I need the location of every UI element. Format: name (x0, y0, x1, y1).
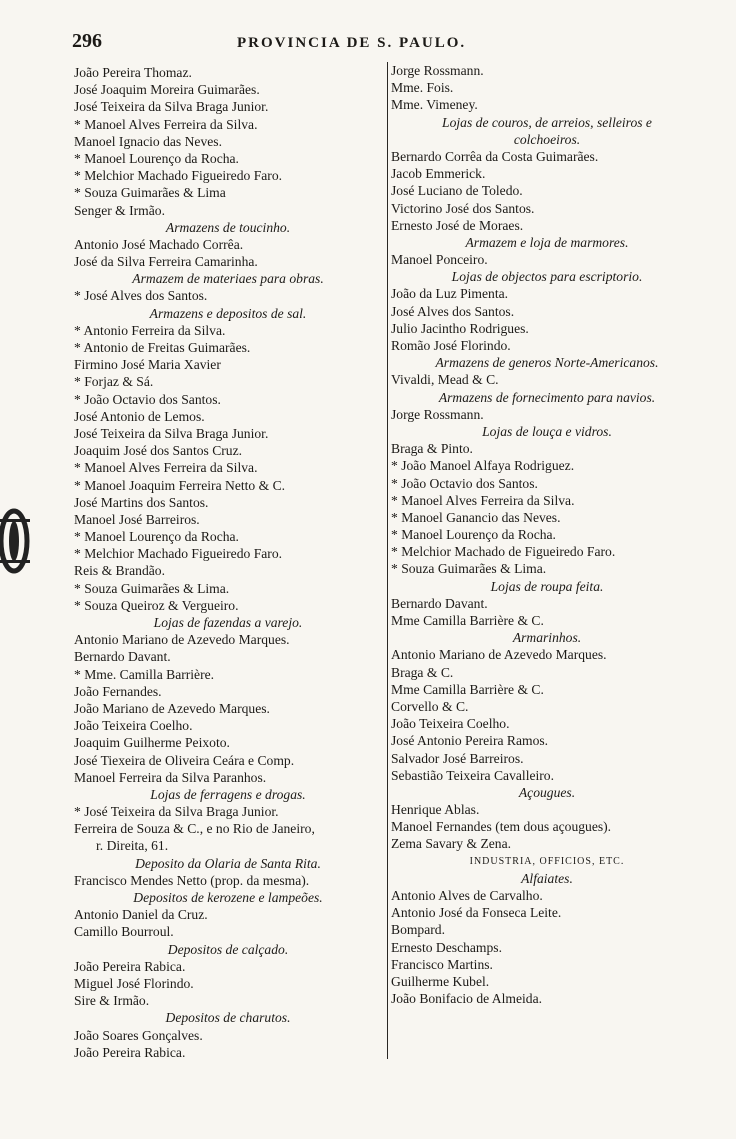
directory-entry: Braga & C. (391, 664, 454, 680)
directory-entry: * Manoel Alves Ferreira da Silva. (391, 492, 575, 508)
directory-entry: * Souza Guimarães & Lima (74, 185, 226, 201)
directory-entry: * Manoel Alves Ferreira da Silva. (74, 116, 258, 132)
directory-entry: * João Octavio dos Santos. (74, 391, 221, 407)
directory-entry: Ernesto José de Moraes. (391, 217, 524, 233)
section-heading: Armazem de materiaes para obras. (132, 271, 324, 287)
directory-entry: Ferreira de Souza & C., e no Rio de Janeiro, (74, 821, 315, 837)
directory-entry: * Souza Queiroz & Vergueiro. (74, 597, 239, 613)
directory-entry: José Antonio Pereira Ramos. (391, 733, 549, 749)
directory-entry: Corvello & C. (391, 698, 469, 714)
directory-entry: José Alves dos Santos. (391, 303, 515, 319)
running-title: PROVINCIA DE S. PAULO. (237, 35, 467, 51)
directory-entry: * Manoel Lourenço da Rocha. (391, 527, 556, 543)
directory-entry: Romão José Florindo. (391, 338, 511, 353)
directory-entry: Vivaldi, Mead & C. (391, 372, 499, 388)
directory-entry: Manoel Ponceiro. (391, 252, 488, 268)
directory-entry: Reis & Brandão. (74, 563, 165, 579)
directory-entry: * Souza Guimarães & Lima. (74, 580, 230, 596)
directory-entry: José Joaquim Moreira Guimarães. (74, 82, 260, 98)
directory-entry: * Melchior Machado Figueiredo Faro. (74, 546, 283, 562)
section-heading: Lojas de couros, de arreios, selleiros e (442, 114, 652, 130)
directory-entry: Antonio Mariano de Azevedo Marques. (391, 647, 607, 663)
directory-entry: João Bonifacio de Almeida. (391, 991, 543, 1007)
directory-entry: Mme Camilla Barrière & C. (391, 613, 544, 628)
directory-entry: Jorge Rossmann. (391, 406, 484, 422)
directory-entry: José Luciano de Toledo. (391, 183, 523, 199)
directory-entry: Bernardo Corrêa da Costa Guimarães. (391, 148, 599, 164)
section-heading: Lojas de ferragens e drogas. (150, 786, 306, 802)
directory-entry: Henrique Ablas. (391, 802, 480, 818)
directory-entry: Julio Jacintho Rodrigues. (391, 320, 529, 336)
directory-entry: Bernardo Davant. (74, 649, 171, 665)
directory-entry: Guilherme Kubel. (391, 973, 490, 989)
directory-entry: Ernesto Deschamps. (391, 939, 502, 955)
directory-entry: José Martins dos Santos. (74, 494, 209, 510)
directory-entry: Mme Camilla Barrière & C. (391, 681, 544, 697)
directory-entry: Sebastião Teixeira Cavalleiro. (391, 767, 554, 783)
directory-entry: Manoel José Barreiros. (74, 511, 200, 527)
directory-entry: * Manoel Alves Ferreira da Silva. (74, 460, 258, 476)
directory-entry: José Tiexeira de Oliveira Ceára e Comp. (74, 752, 295, 768)
directory-entry: Jorge Rossmann. (391, 63, 484, 78)
section-heading: Lojas de objectos para escriptorio. (451, 269, 643, 285)
directory-entry: Francisco Mendes Netto (prop. da mesma). (74, 872, 310, 888)
directory-entry: João da Luz Pimenta. (391, 286, 509, 302)
directory-entry: Antonio Daniel da Cruz. (74, 907, 208, 923)
directory-entry: * Melchior Machado de Figueiredo Faro. (391, 544, 616, 560)
directory-entry: * Manoel Joaquim Ferreira Netto & C. (74, 477, 286, 493)
section-heading: Açougues. (518, 784, 576, 800)
right-column (387, 62, 703, 1059)
directory-entry: José da Silva Ferreira Camarinha. (74, 254, 258, 270)
directory-entry: Francisco Martins. (391, 956, 493, 972)
directory-entry: Jacob Emmerick. (391, 166, 486, 182)
directory-entry: Bernardo Davant. (391, 595, 488, 611)
directory-entry: * Forjaz & Sá. (74, 374, 154, 390)
section-heading: Alfaiates. (521, 870, 573, 886)
directory-entry: r. Direita, 61. (96, 838, 169, 854)
page-number: 296 (72, 30, 102, 52)
directory-entry: * Mme. Camilla Barrière. (74, 666, 215, 682)
directory-entry: Miguel José Florindo. (74, 975, 194, 991)
binding-stitch-mark (0, 505, 38, 577)
directory-entry: * João Manoel Alfaya Rodriguez. (391, 458, 575, 474)
section-heading: Armarinhos. (512, 630, 582, 646)
directory-entry: José Teixeira da Silva Braga Junior. (74, 425, 269, 441)
directory-entry: Antonio Alves de Carvalho. (391, 888, 543, 903)
directory-entry: José Teixeira da Silva Braga Junior. (74, 99, 269, 115)
directory-entry: Manoel Fernandes (tem dous açougues). (391, 819, 612, 835)
directory-entry: * Antonio de Freitas Guimarães. (74, 340, 251, 355)
section-heading: Lojas de fazendas a varejo. (153, 615, 303, 630)
directory-entry: Joaquim José dos Santos Cruz. (74, 443, 243, 459)
directory-entry: Antonio José da Fonseca Leite. (391, 905, 562, 921)
directory-entry: Mme. Fois. (391, 80, 454, 96)
section-heading: Armazens de toucinho. (165, 219, 291, 235)
section-heading: INDUSTRIA, OFFICIOS, ETC. (469, 855, 625, 867)
section-heading: Depositos de kerozene e lampeões. (133, 890, 323, 905)
directory-entry: João Teixeira Coelho. (391, 716, 510, 732)
directory-entry: Antonio Mariano de Azevedo Marques. (74, 632, 290, 648)
directory-entry: * Souza Guimarães & Lima. (391, 561, 547, 577)
directory-entry: Mme. Vimeney. (391, 97, 478, 113)
directory-entry: * João Octavio dos Santos. (391, 475, 538, 491)
left-column (74, 64, 382, 1061)
directory-entry: José Antonio de Lemos. (74, 408, 205, 424)
directory-entry: * Manoel Ganancio das Neves. (391, 509, 561, 525)
section-heading: colchoeiros. (513, 131, 581, 147)
section-heading: Armazem e loja de marmores. (465, 234, 629, 250)
section-heading: Armazens de fornecimento para navios. (438, 389, 656, 405)
directory-entry: Salvador José Barreiros. (391, 750, 524, 766)
directory-entry: Bompard. (391, 922, 445, 938)
directory-entry: João Pereira Rabica. (74, 1044, 186, 1060)
directory-entry: * Manoel Lourenço da Rocha. (74, 529, 239, 545)
directory-entry: João Pereira Rabica. (74, 958, 186, 974)
directory-entry: Camillo Bourroul. (74, 924, 174, 940)
directory-entry: João Mariano de Azevedo Marques. (74, 700, 270, 716)
directory-entry: Sire & Irmão. (74, 993, 150, 1009)
directory-entry: Senger & Irmão. (74, 202, 165, 218)
directory-entry: João Pereira Thomaz. (74, 65, 192, 80)
section-heading: Armazens e depositos de sal. (149, 305, 307, 321)
directory-entry: Manoel Ferreira da Silva Paranhos. (74, 769, 267, 785)
directory-entry: João Fernandes. (74, 683, 162, 699)
directory-entry: * Melchior Machado Figueiredo Faro. (74, 168, 283, 184)
section-heading: Lojas de louça e vidros. (482, 423, 612, 439)
directory-entry: Braga & Pinto. (391, 441, 473, 457)
directory-entry: Joaquim Guilherme Peixoto. (74, 735, 230, 751)
directory-entry: * Antonio Ferreira da Silva. (74, 322, 226, 338)
section-heading: Depositos de charutos. (165, 1010, 291, 1026)
page-header (72, 30, 672, 54)
directory-entry: * José Alves dos Santos. (74, 288, 208, 304)
directory-entry: Zema Savary & Zena. (391, 836, 512, 852)
section-heading: Lojas de roupa feita. (490, 578, 604, 594)
section-heading: Armazens de generos Norte-Americanos. (435, 355, 659, 371)
directory-entry: Firmino José Maria Xavier (74, 357, 221, 373)
directory-entry: * José Teixeira da Silva Braga Junior. (74, 804, 279, 820)
section-heading: Depositos de calçado. (167, 941, 289, 957)
directory-entry: Antonio José Machado Corrêa. (74, 236, 244, 252)
section-heading: Deposito da Olaria de Santa Rita. (135, 855, 321, 871)
directory-entry: Manoel Ignacio das Neves. (74, 133, 222, 149)
directory-entry: * Manoel Lourenço da Rocha. (74, 150, 239, 166)
directory-entry: João Soares Gonçalves. (74, 1027, 203, 1043)
directory-entry: João Teixeira Coelho. (74, 718, 193, 734)
directory-entry: Victorino José dos Santos. (391, 200, 535, 216)
